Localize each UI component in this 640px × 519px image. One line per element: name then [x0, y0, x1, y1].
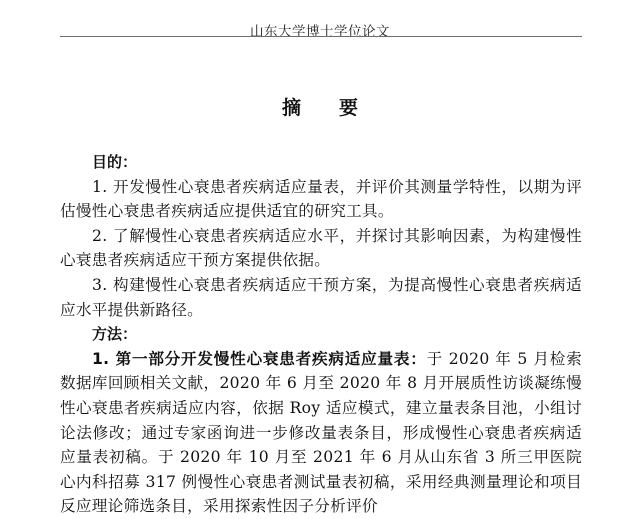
methods-heading: 方法： — [92, 325, 138, 344]
objective-item-3: 3. 构建慢性心衰患者疾病适应干预方案，为提高慢性心衰患者疾病适应水平提供新路径。 — [60, 275, 582, 319]
methods-part-1-text: 于 2020 年 5 月检索数据库回顾相关文献，2020 年 6 月至 2020 年 8 月开展质性访谈凝练慢性心衰患者疾病适应内容，依据 Roy 适应模式，建立量表条目池，小组讨论法修改；通过专家函询进一步修改量表条目，形成慢性心衰患者疾病适应量表初稿。于 2020 年 10 月至 2021 年 6 月从山东省 3 所三甲医院心内科招募 317 例慢性心衰患者测试量表初稿，采用经典测量理论和项目反应理论筛选条目，采用探索性因子分析评价 — [60, 349, 582, 516]
page-title — [0, 93, 640, 120]
running-header: 山东大学博士学位论文 — [250, 24, 390, 40]
methods-part-1-lead: 1. 第一部分开发慢性心衰患者疾病适应量表： — [92, 349, 427, 368]
objective-item-1: 1. 开发慢性心衰患者疾病适应量表，并评价其测量学特性，以期为评估慢性心衰患者疾病适应提供适宜的研究工具。 — [60, 177, 582, 221]
title-char-2: 要 — [339, 97, 359, 119]
methods-part-1 — [60, 347, 582, 519]
objective-item-2: 2. 了解慢性心衰患者疾病适应水平，并探讨其影响因素，为构建慢性心衰患者疾病适应干预方案提供依据。 — [60, 226, 582, 270]
abstract-body — [60, 150, 582, 519]
objectives-heading: 目的： — [92, 153, 138, 171]
header-rule — [60, 36, 582, 37]
title-char-1: 摘 — [281, 97, 301, 119]
